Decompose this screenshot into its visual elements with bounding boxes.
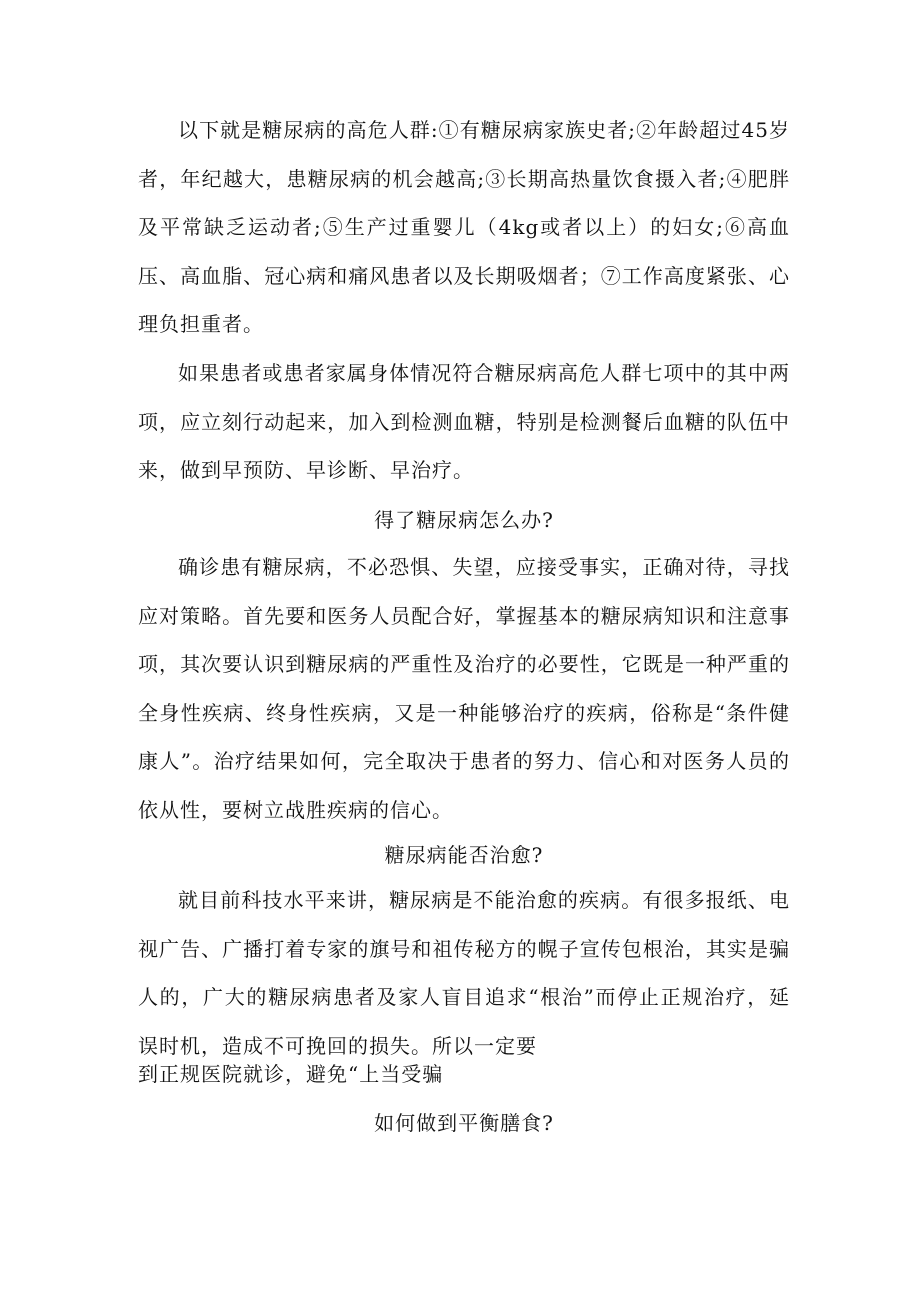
paragraph-coping: 确诊患有糖尿病，不必恐惧、失望，应接受事实，正确对待，寻找应对策略。首先要和医务人员配合好，掌握基本的糖尿病知识和注意事项，其次要认识到糖尿病的严重性及治疗的必要性，它既是一种严重的全身性疾病、终身性疾病，又是一种能够治疗的疾病，俗称是“条件健康人”。治疗结果如何，完全取决于患者的努力、信心和对医务人员的依从性，要树立战胜疾病的信心。 [138,555,790,822]
heading-what-to-do: 得了糖尿病怎么办? [374,508,554,532]
paragraph-high-risk-groups: 以下就是糖尿病的高危人群:①有糖尿病家族史者;②年龄超过45岁者，年纪越大，患糖尿病的机会越高;③长期高热量饮食摄入者;④肥胖及平常缺乏运动者;⑤生产过重婴儿（4kg或者以上）的妇女;⑥高血压、高血脂、冠心病和痛风患者以及长期吸烟者；⑦工作高度紧张、心理负担重者。 [138,118,790,336]
heading-balanced-diet: 如何做到平衡膳食? [374,1111,554,1135]
paragraph-cure-tail: 到正规医院就诊，避免“上当受骗 [138,1062,444,1086]
paragraph-cure: 就目前科技水平来讲，糖尿病是不能治愈的疾病。有很多报纸、电视广告、广播打着专家的旗号和祖传秘方的幌子宣传包根治，其实是骗人的，广大的糖尿病患者及家人盲目追求“根治”而停止正规治疗，延误时机，造成不可挽回的损失。所以一定要 [138,888,790,1058]
heading-curable: 糖尿病能否治愈? [384,843,544,867]
paragraph-action-advice: 如果患者或患者家属身体情况符合糖尿病高危人群七项中的其中两项，应立刻行动起来，加入到检测血糖，特别是检测餐后血糖的队伍中来，做到早预防、早诊断、早治疗。 [138,361,790,482]
